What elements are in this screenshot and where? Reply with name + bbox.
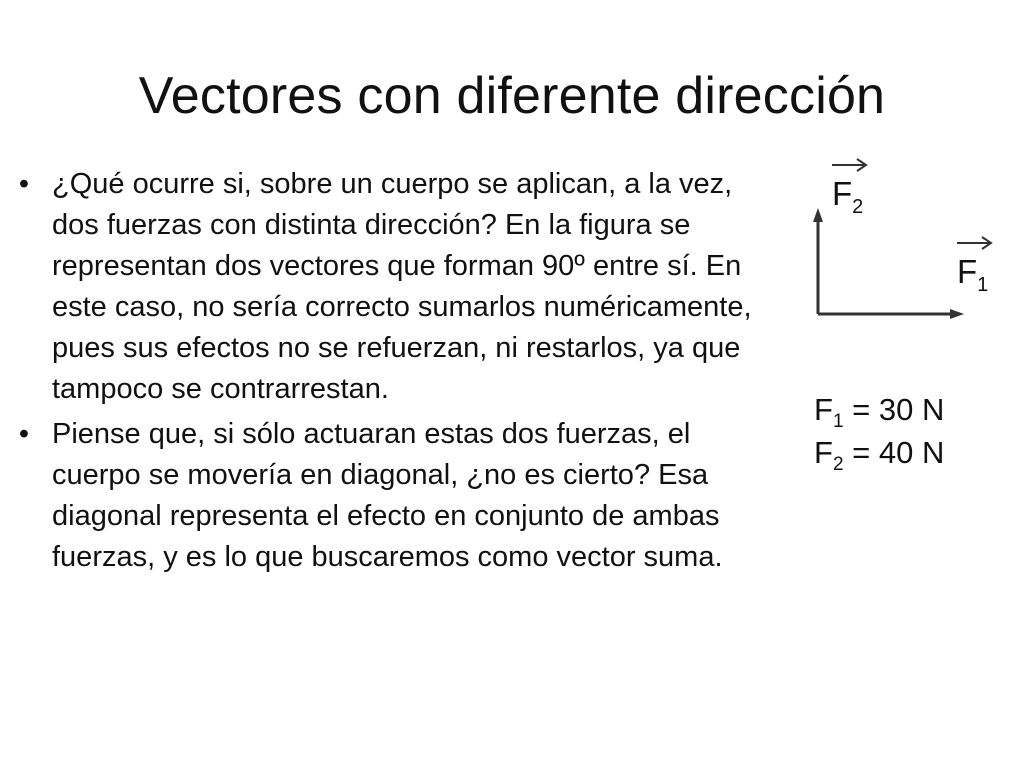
f2-arrowhead <box>813 208 823 222</box>
f2-value-sub: 2 <box>832 454 844 475</box>
bullet-text: Piense que, si sólo actuaran estas dos fuerzas, el cuerpo se movería en diagonal, ¿no es cierto? Esa diagonal representa el efecto en conjunto de ambas fuerzas, y es lo que buscaremos como vector suma. <box>52 418 723 573</box>
bullet-marker: • <box>18 418 30 450</box>
f2-label-base: F <box>832 175 853 212</box>
f2-value-rest: = 40 N <box>843 435 945 470</box>
f1-value-rest: = 30 N <box>843 392 945 427</box>
f1-value-sub: 1 <box>832 411 844 432</box>
f1-label-base: F <box>957 253 978 290</box>
f2-label <box>832 174 864 218</box>
f2-value-base: F <box>814 435 833 470</box>
bullet-item <box>12 414 772 578</box>
bullet-marker: • <box>18 168 30 200</box>
vector-figure <box>800 150 1010 330</box>
f1-label-sub: 1 <box>977 274 989 296</box>
bullet-text: ¿Qué ocurre si, sobre un cuerpo se aplican, a la vez, dos fuerzas con distinta dirección? En la figura se representan dos vectores que forman 90º entre sí. En este caso, no sería correcto sumarlos numéricamente, pues sus efectos no se refuerzan, ni restarlos, ya que tampoco se contrarrestan. <box>52 168 752 405</box>
f2-label-sub: 2 <box>852 196 864 218</box>
bullet-item <box>12 164 772 410</box>
slide-title: Vectores con diferente dirección <box>138 67 886 125</box>
vector-arrow-icon <box>830 156 870 172</box>
force-values <box>814 388 1014 474</box>
f1-label <box>957 252 989 296</box>
f2-value <box>814 431 1014 474</box>
f1-arrowhead <box>950 309 964 319</box>
vector-arrow-icon <box>955 234 995 250</box>
bullet-list <box>12 164 772 582</box>
f1-value <box>814 388 1014 431</box>
f1-value-base: F <box>814 392 833 427</box>
